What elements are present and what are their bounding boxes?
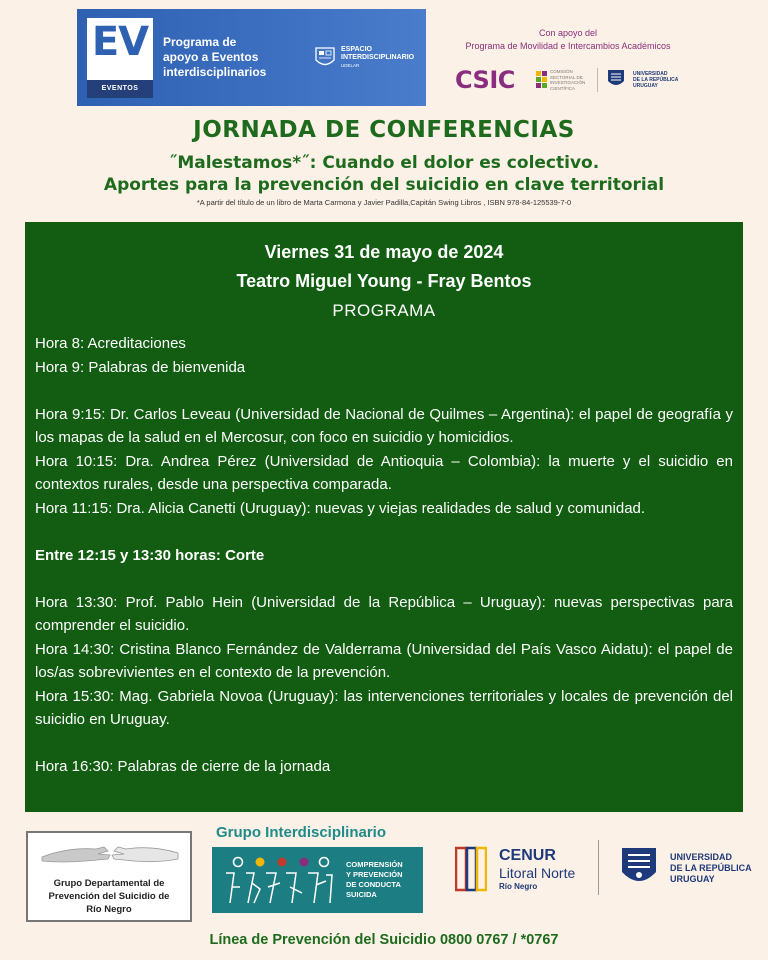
agenda-item: Hora 13:30: Prof. Pablo Hein (Universidad de la República – Uruguay): nuevas perspectivas para comprender el suicidio. [35,593,733,634]
grupo-interdisciplinario-text [346,860,403,900]
udelar-small-text [633,71,678,89]
udelar-small-line: URUGUAY [633,83,658,89]
ev-program-banner [77,9,426,106]
grupo-dep-line: Prevención del Suicidio de [48,891,170,902]
agenda-item: Hora 9: Palabras de bienvenida [35,358,246,376]
agenda-break: Entre 12:15 y 13:30 horas: Corte [35,546,265,564]
grupo-dep-line: Río Negro [86,904,132,915]
cenur-logo [455,843,595,895]
csic-sub-line: INVESTIGACIÓN [550,80,586,85]
ev-logo [87,18,153,98]
csic-sub-line: SECTORIAL DE [550,74,583,80]
agenda-spacer [35,520,733,544]
ev-program-line: Programa de [163,35,237,49]
udelar-text [670,852,752,885]
espacio-sub: UDELAR [341,63,360,68]
ev-program-name [163,35,293,80]
espacio-line: INTERDISCIPLINARIO [341,54,415,61]
people-figures-icon [220,853,338,907]
agenda-item: Hora 16:30: Palabras de cierre de la jornada [35,758,331,775]
cenur-department: Río Negro [499,882,538,891]
csic-mark-icon [536,71,548,89]
program-heading: PROGRAMA [332,301,436,320]
udelar-small-line: UNIVERSIDAD [633,71,668,77]
agenda-item: Hora 14:30: Cristina Blanco Fernández de Valderrama (Universidad del País Vasco Aidatu): el papel de los/as sobrevivientes en el contexto de la prevención. [35,640,733,681]
espacio-interdisciplinario-logo [315,45,423,73]
university-shield-icon [315,47,335,69]
grupo-interdisciplinario-logo [212,847,423,913]
ev-program-line: interdisciplinarios [163,65,267,79]
reaching-hands-icon [38,839,182,869]
gi-text-line: COMPRENSIÓN [346,860,403,869]
grupo-interdisciplinario-title: Grupo Interdisciplinario [216,824,387,841]
event-subtitle [0,152,768,196]
csic-sub-line: CIENTÍFICA [550,85,576,91]
csic-sub-line: COMISIÓN [550,69,573,74]
gi-text-line: DE CONDUCTA [346,880,401,889]
cenur-name: CENUR [499,847,556,864]
grupo-departamental-logo [26,831,192,922]
csic-subtitle [550,69,598,91]
csic-udelar-logos [455,66,685,96]
agenda-spacer [35,379,733,403]
grupo-departamental-name [32,877,186,916]
program-panel [25,222,743,812]
agenda-item: Hora 8: Acreditaciones [35,335,186,352]
ev-logo-band: EVENTOS [87,80,153,98]
title-footnote: *A partir del título de un libro de Marta Carmona y Javier Padilla,Capitán Swing Libros , ISBN 978-84-125539-7-0 [196,198,572,207]
csic-wordmark: CSIC [455,66,515,94]
agenda-spacer [35,732,733,756]
apoyo-line: Con apoyo del [538,28,598,38]
udelar-line: URUGUAY [670,874,715,884]
espacio-line: ESPACIO [341,46,372,53]
subtitle-line: Aportes para la prevención del suicidio en clave territorial [103,175,665,195]
udelar-small-line: DE LA REPÚBLICA [633,77,679,83]
agenda-item: Hora 10:15: Dra. Andrea Pérez (Universidad de Antioquia – Colombia): la muerte y el suicidio en contextos rurales, desde una perspectiva comparada. [35,452,733,493]
agenda-item: Hora 9:15: Dr. Carlos Leveau (Universidad de Nacional de Quilmes – Argentina): el papel de geografía y los mapas de la salud en el Mercosur, con foco en suicidio y homicidios. [35,405,733,446]
cenur-region: Litoral Norte [499,865,576,881]
udelar-shield-icon [620,846,658,890]
footer-divider [598,840,599,895]
espacio-text [341,46,414,70]
ev-logo-letters: EV [91,19,149,65]
gi-text-line: Y PREVENCIÓN [346,870,403,879]
agenda-item: Hora 11:15: Dra. Alicia Canetti (Uruguay): nuevas y viejas realidades de salud y comunidad. [35,499,646,517]
udelar-logo [620,846,755,896]
event-venue: Teatro Miguel Young - Fray Bentos [236,271,532,291]
udelar-shield-icon [607,69,625,89]
agenda-spacer [35,567,733,591]
apoyo-line: Programa de Movilidad e Intercambios Académicos [465,41,671,51]
event-date: Viernes 31 de mayo de 2024 [264,242,504,262]
gi-text-line: SUICIDA [346,890,377,899]
agenda-list [35,332,733,779]
udelar-line: UNIVERSIDAD [670,852,733,862]
event-title: JORNADA DE CONFERENCIAS [193,117,575,143]
ev-program-line: apoyo a Eventos [163,50,259,64]
apoyo-text [446,27,690,53]
agenda-item: Hora 15:30: Mag. Gabriela Novoa (Uruguay): las intervenciones territoriales y locales de prevención del suicidio en Uruguay. [35,687,733,728]
udelar-line: DE LA REPÚBLICA [670,863,752,873]
udelar-logo-small [605,68,685,94]
grupo-dep-line: Grupo Departamental de [53,878,165,889]
subtitle-line: ˝Malestamos*˝: Cuando el dolor es colectivo. [168,153,600,173]
logo-divider [597,68,598,92]
prevention-hotline: Línea de Prevención del Suicidio 0800 0767 / *0767 [209,932,559,948]
cenur-mark-icon [455,845,487,893]
